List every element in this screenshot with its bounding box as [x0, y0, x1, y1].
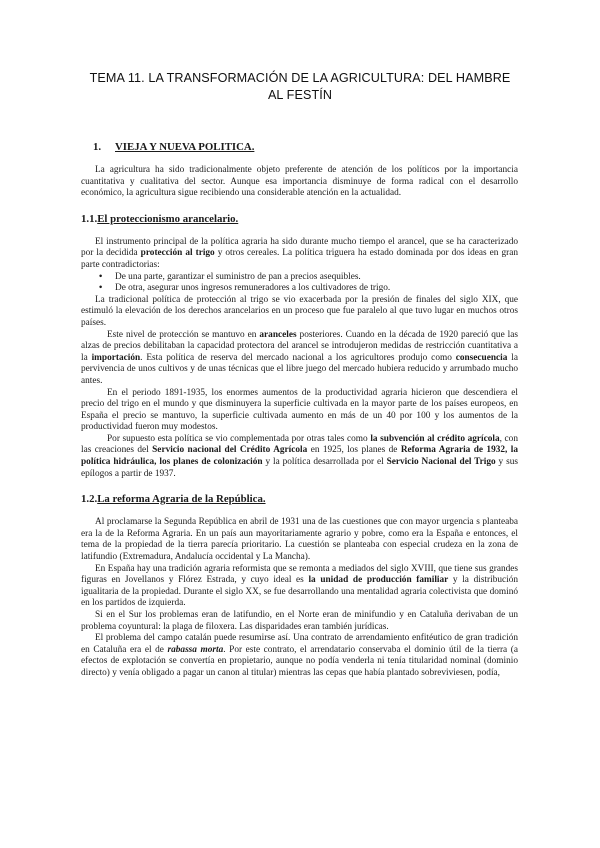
- bullet-item-1: • De una parte, garantizar el suministro de pan a precios asequibles.: [99, 272, 518, 284]
- text-run: la pervivencia de unos cultivos y de unas técnicas que el libre juego del mercado hubiera reducido y arrumbado mucho antes.: [81, 352, 518, 386]
- text-run-bold: importación: [91, 352, 141, 363]
- section-1-paragraph: La agricultura ha sido tradicionalmente objeto preferente de atención de los políticos por la importancia cuantitativa y cualitativa del sector. Aunque esa importancia disminuye de forma radical con el desarrollo económico, la agricultura sigue recibiendo una considerable atención en la actualidad.: [81, 165, 518, 199]
- section-1-2-paragraph-4: [81, 633, 518, 679]
- section-1-2-paragraph-3: Si en el Sur los problemas eran de latifundio, en el Norte eran de minifundio y en Cataluña derivaban de un problema coyuntural: la plaga de filoxera. Las disparidades eran también jurídicas.: [81, 610, 518, 632]
- section-1-number: 1.: [93, 141, 102, 153]
- section-1-1-paragraph-4: En el periodo 1891-1935, los enormes aumentos de la productividad agraria hicieron que descendiera el precio del trigo en el mundo y que disminuyera la superficie cultivada en la mayor parte de los países europeos, en España el precio se mantuvo, la superficie cultivada aumento en más de un 40 por 100 y los aumentos de la productividad fueron muy modestos.: [81, 387, 518, 433]
- section-1-2-heading: [81, 492, 518, 506]
- section-1-heading: [93, 140, 518, 154]
- text-run-bold: consecuencia: [455, 352, 508, 363]
- section-1-1-paragraph-1: [81, 237, 518, 272]
- bullet-list: [81, 272, 518, 295]
- bullet-item-2: • De otra, asegurar unos ingresos remuneradores a los cultivadores de trigo.: [99, 283, 518, 295]
- text-run: El instrumento principal de la política agraria ha sido durante mucho tiempo el arancel, que se ha caracterizado por la decidida: [81, 236, 518, 259]
- section-1-1-paragraph-3: [81, 330, 518, 388]
- text-run: . Esta política de reserva del mercado nacional a los agricultores produjo como: [140, 352, 456, 363]
- text-run: , con las creaciones del: [81, 433, 518, 456]
- section-1-1-number: 1.1.: [81, 212, 98, 225]
- section-1-2-paragraph-2: [81, 564, 518, 610]
- document-title: [60, 70, 540, 104]
- text-run-bold: Servicio nacional del Crédito Agrícola: [152, 445, 308, 456]
- text-run: El problema del campo catalán puede resumirse así. Una contrato de arrendamiento enfitéutico de gran tradición en Cataluña era el de: [81, 633, 518, 655]
- document-body: [81, 140, 518, 680]
- title-line-1: TEMA 11. LA TRANSFORMACIÓN DE LA AGRICULTURA: DEL HAMBRE: [89, 71, 511, 85]
- text-run: y sus epílogos a partir de 1937.: [81, 457, 518, 479]
- text-run: y la distribución igualitaria de la propiedad. Durante el siglo XX, se fue desarrollando una mentalidad agraria colectivista que dominó en los partidos de izquierda.: [81, 575, 518, 609]
- text-run-italic: rabassa morta: [167, 644, 224, 655]
- text-run-bold: aranceles: [259, 329, 297, 340]
- text-run-bold: Reforma Agraria de 1932, la política hidráulica, los planes de colonización: [81, 445, 518, 468]
- text-run: En España hay una tradición agraria reformista que se remonta a mediados del siglo XVIII, que tiene sus grandes figuras en Jovellanos y Flórez Estrada, y cuyo ideal es: [81, 563, 518, 586]
- text-run: . Por este contrato, el arrendatario conservaba el dominio útil de la tierra (a efectos de explotación se convertía en propietario, aunque no podía venderla ni tenía titularidad nominal (dominio directo) y venía obligado a pagar un canon al titular) mientras las cepas que había plantado sobreviviesen, podía,: [81, 644, 518, 678]
- section-1-2-number: 1.2.: [81, 493, 98, 506]
- text-run-bold: protección al trigo: [140, 248, 215, 259]
- section-1-1-paragraph-2: La tradicional política de protección al trigo se vio exacerbada por la presión de finales del siglo XIX, que estimuló la elevación de los derechos arancelarios en un proceso que fue paralelo al que tuvo lugar en muchos otros países.: [81, 294, 518, 328]
- section-1-2-title: La reforma Agraria de la República.: [97, 493, 266, 506]
- section-1-2-paragraph-1: Al proclamarse la Segunda República en abril de 1931 una de las cuestiones que con mayor urgencia s planteaba era la de la Reforma Agraria. En un país aun mayoritariamente agrario y pobre, como era la España e entonces, el tema de la propiedad de la tierra parecía prioritario. La cuestión se planteaba con especial crudeza en la zona de latifundio (Extremadura, Andalucía occidental y La Mancha).: [81, 517, 518, 563]
- text-run-bold: Servicio Nacional del Trigo: [386, 457, 496, 468]
- text-run: en 1925, los planes de: [307, 445, 401, 456]
- text-run: posteriores. Cuando en la década de 1920 pareció que las alzas de precios debilitaban la capacidad protectora del arancel se introdujeron medidas de restricción cuantitativa a la: [81, 329, 518, 363]
- title-line-2: AL FESTÍN: [267, 88, 333, 102]
- text-run: y otros cereales. La política triguera ha estado dominada por dos ideas en gran parte contradictorias:: [81, 248, 518, 270]
- section-1-1-heading: [81, 212, 518, 226]
- section-1-title: VIEJA Y NUEVA POLITICA.: [115, 141, 255, 153]
- section-1-1-title: El proteccionismo arancelario.: [97, 212, 239, 225]
- text-run: y la política desarrollada por el: [262, 457, 387, 468]
- text-run: Por supuesto esta política se vio complementada por otras tales como: [107, 433, 371, 444]
- text-run: Este nivel de protección se mantuvo en: [107, 329, 260, 340]
- text-run-bold: la subvención al crédito agrícola: [370, 433, 500, 444]
- section-1-1-paragraph-5: [81, 434, 518, 480]
- text-run-bold: la unidad de producción familiar: [308, 575, 449, 586]
